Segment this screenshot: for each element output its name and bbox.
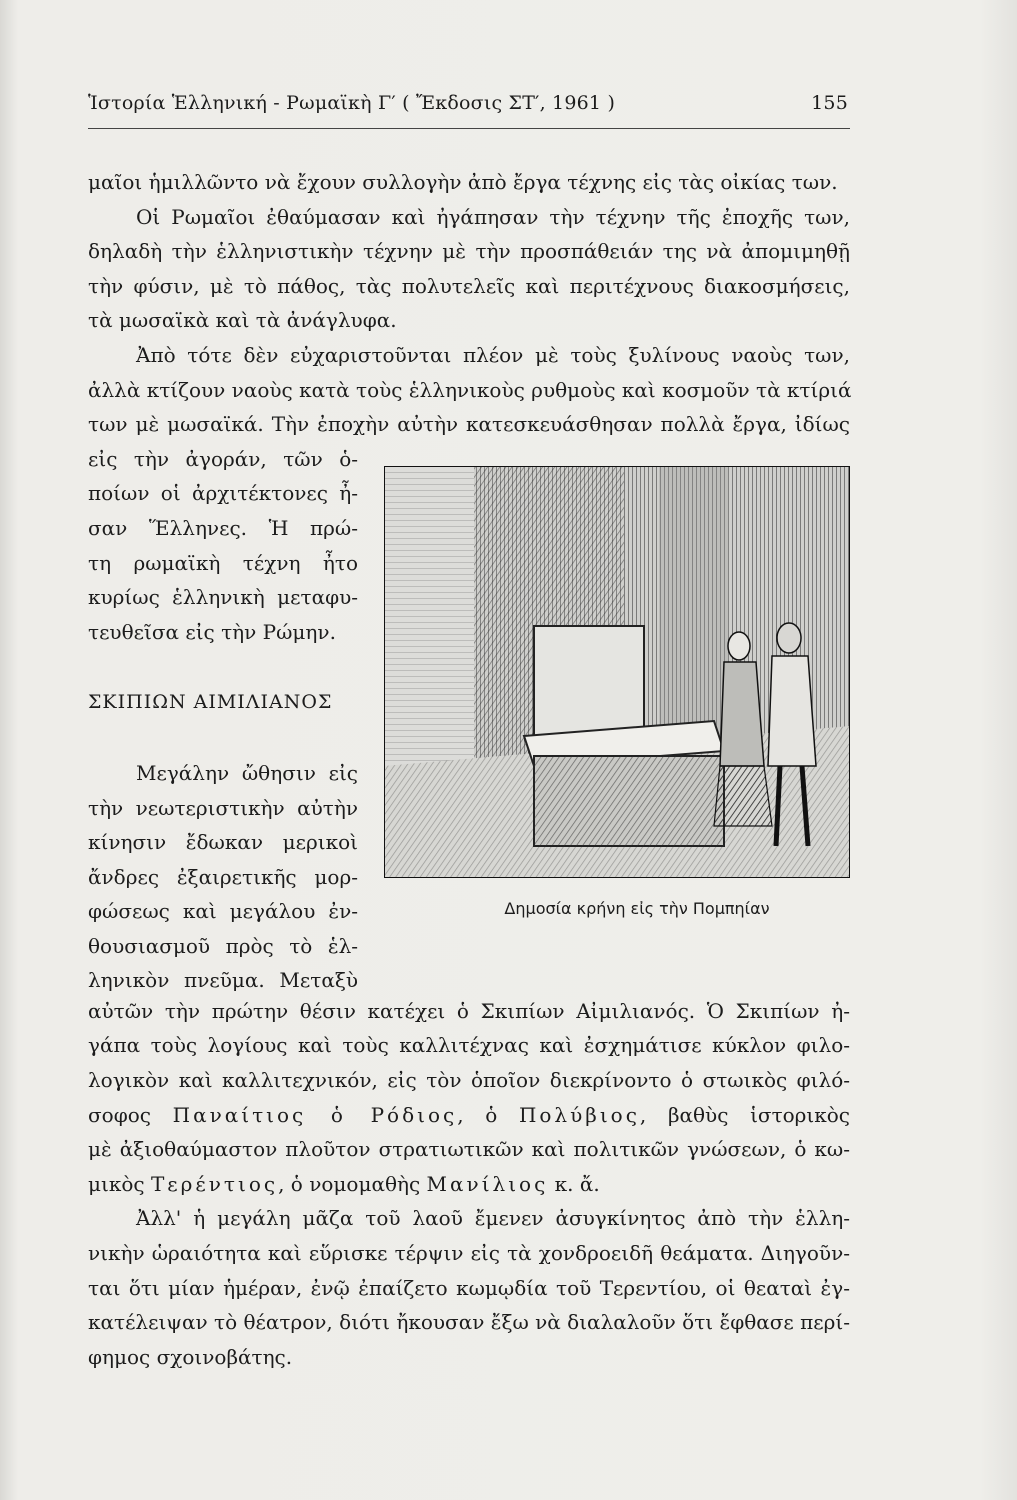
- text-line: λογικὸν καὶ καλλιτεχνικόν, εἰς τὸν ὁποῖον διεκρίνοντο ὁ στωικὸς φιλό-: [88, 1067, 850, 1092]
- left-text-column: [88, 442, 358, 998]
- text-line: αὐτῶν τὴν πρώτην θέσιν κατέχει ὁ Σκιπίων Αἰμιλιανός. Ὁ Σκιπίων ἠ-: [88, 998, 850, 1023]
- text-line: εἰς τὴν ἀγοράν, τῶν ὁ-: [88, 446, 358, 471]
- text-line: Μεγάλην ὤθησιν εἰς: [136, 760, 358, 785]
- text-line: γάπα τοὺς λογίους καὶ τοὺς καλλιτέχνας καὶ ἐσχημάτισε κύκλον φιλο-: [88, 1033, 850, 1058]
- text-line: δηλαδὴ τὴν ἑλληνιστικὴν τέχνην μὲ τὴν προσπάθειάν της νὰ ἀπομιμηθῇ: [88, 239, 850, 264]
- text-fragment: σοφος: [88, 1102, 151, 1127]
- text-line: κυρίως ἑλληνικὴ μεταφυ-: [88, 585, 358, 610]
- spaced-name: Τερέντιος: [150, 1171, 279, 1196]
- page-number: 155: [811, 92, 848, 114]
- text-line: ται ὅτι μίαν ἡμέραν, ἐνῷ ἐπαίζετο κωμῳδία τοῦ Τερεντίου, οἱ θεαταὶ ἐγ-: [88, 1275, 850, 1300]
- section-heading: ΣΚΙΠΙΩΝ ΑΙΜΙΛΙΑΝΟΣ: [88, 691, 333, 714]
- text-line: φώσεως καὶ μεγάλου ἐν-: [88, 899, 358, 924]
- text-line: ποίων οἱ ἀρχιτέκτονες ἦ-: [88, 481, 358, 506]
- text-line: ἀλλὰ κτίζουν ναοὺς κατὰ τοὺς ἑλληνικοὺς ρυθμοὺς καὶ κοσμοῦν τὰ κτίριά: [88, 377, 852, 402]
- figure: [384, 466, 850, 927]
- text-line: νικὴν ὡραιότητα καὶ εὕρισκε τέρψιν εἰς τὰ χονδροειδῆ θεάματα. Διηγοῦν-: [88, 1240, 850, 1265]
- figure-region: [88, 442, 850, 994]
- text-line: κίνησιν ἔδωκαν μερικοὶ: [88, 830, 358, 855]
- text-line: ἄνδρες ἐξαιρετικῆς μορ-: [88, 864, 358, 889]
- spaced-name: Παναίτιος ὁ Ρόδιος: [172, 1102, 458, 1127]
- text-fragment: κ. ἄ.: [554, 1171, 600, 1196]
- text-fragment: , ὁ νομομαθὴς: [278, 1171, 421, 1196]
- page-body: [88, 165, 850, 1374]
- engraving-illustration: [384, 466, 850, 878]
- text-fragment: μικὸς: [88, 1171, 145, 1196]
- text-line: των μὲ μωσαϊκά. Τὴν ἐποχὴν αὐτὴν κατεσκευάσθησαν πολλὰ ἔργα, ἰδίως: [88, 412, 850, 437]
- text-line: Οἱ Ρωμαῖοι ἐθαύμασαν καὶ ἠγάπησαν τὴν τέχνην τῆς ἐποχῆς των,: [136, 204, 850, 229]
- text-line: μὲ ἀξιοθαύμαστον πλοῦτον στρατιωτικῶν καὶ πολιτικῶν γνώσεων, ὁ κω-: [88, 1137, 850, 1162]
- header-rule: [88, 128, 850, 129]
- text-line: τὴν νεωτεριστικὴν αὐτὴν: [88, 795, 358, 820]
- text-line: ληνικὸν πνεῦμα. Μεταξὺ: [88, 968, 358, 993]
- text-line: φημος σχοινοβάτης.: [88, 1344, 293, 1369]
- text-fragment: , ὁ: [457, 1102, 498, 1127]
- text-line: [88, 1098, 850, 1133]
- running-title: Ἱστορία Ἑλληνική - Ρωμαϊκὴ Γ′ ( Ἔκδοσις ΣΤ′, 1961 ): [88, 92, 616, 114]
- figure-caption: Δημοσία κρήνη εἰς τὴν Πομπηίαν: [504, 898, 770, 918]
- text-line: κατέλειψαν τὸ θέατρον, διότι ἤκουσαν ἔξω νὰ διαλαλοῦν ὅτι ἔφθασε περί-: [88, 1310, 850, 1335]
- text-line: Ἀλλ' ἡ μεγάλη μᾶζα τοῦ λαοῦ ἔμενεν ἀσυγκίνητος ἀπὸ τὴν ἑλλη-: [136, 1206, 850, 1231]
- text-line: τη ρωμαϊκὴ τέχνη ἦτο: [88, 550, 358, 575]
- spaced-name: Μανίλιος: [426, 1171, 549, 1196]
- text-line: σαν Ἕλληνες. Ἡ πρώ-: [88, 515, 358, 540]
- text-line: τὴν φύσιν, μὲ τὸ πάθος, τὰς πολυτελεῖς καὶ περιτέχνους διακοσμήσεις,: [88, 273, 850, 298]
- text-line: τευθεῖσα εἰς τὴν Ρώμην.: [88, 619, 336, 644]
- text-line: θουσιασμοῦ πρὸς τὸ ἑλ-: [88, 933, 358, 958]
- text-line: Ἀπὸ τότε δὲν εὐχαριστοῦνται πλέον μὲ τοὺς ξυλίνους ναοὺς των,: [136, 342, 850, 367]
- text-line: τὰ μωσαϊκὰ καὶ τὰ ἀνάγλυφα.: [88, 308, 397, 333]
- text-line: [88, 1167, 850, 1202]
- text-line: μαῖοι ἡμιλλῶντο νὰ ἔχουν συλλογὴν ἀπὸ ἔργα τέχνης εἰς τὰς οἰκίας των.: [88, 170, 838, 194]
- text-fragment: , βαθὺς ἱστορικὸς: [639, 1102, 851, 1127]
- spaced-name: Πολύβιος: [518, 1102, 640, 1127]
